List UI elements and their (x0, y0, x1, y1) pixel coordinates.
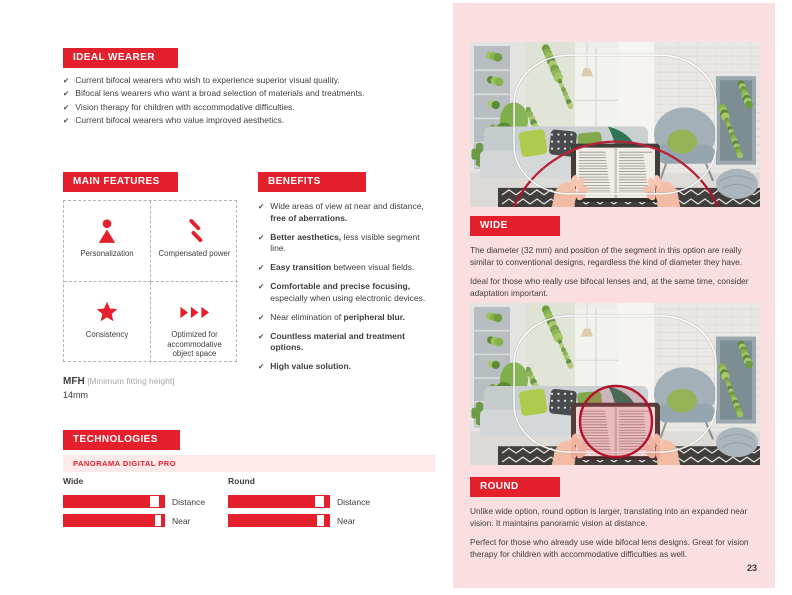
triple-arrow-icon (178, 294, 212, 330)
check-item-text: Countless material and treatment options. (270, 330, 405, 352)
ideal-wearer-header: IDEAL WEARER (63, 48, 178, 68)
mfh-label: MFH (63, 376, 85, 387)
bar-label: Near (172, 515, 191, 526)
wide-header: WIDE (470, 216, 560, 236)
right-page (453, 3, 775, 588)
check-item-text: Comfortable and precise focusing, especially when using electronic devices. (270, 281, 426, 303)
tech-group-round (228, 476, 393, 527)
paragraph: The diameter (32 mm) and position of the segment in this option are really similar to conventional designs, regardless the kind of diameter they have. (470, 245, 743, 268)
check-item-text: Vision therapy for children with accommodative difficulties. (75, 101, 295, 112)
feature-cell (151, 201, 238, 282)
tech-bar-row (228, 495, 393, 508)
check-item (63, 114, 443, 127)
feature-label: Consistency (85, 330, 129, 339)
check-icon: ✔ (63, 76, 70, 85)
check-item-text: Current bifocal wearers who wish to experience superior visual quality. (75, 75, 340, 85)
check-icon: ✔ (258, 282, 265, 291)
paragraph: Perfect for those who already use wide bifocal lens designs. Great for vision therapy for children with accommodative difficulties as well. (470, 536, 749, 560)
check-icon: ✔ (258, 232, 265, 242)
check-item-text: Better aesthetics, less visible segment line. (270, 231, 420, 253)
bar-label: Distance (172, 496, 206, 507)
feature-cell (64, 201, 151, 282)
round-lens-photo (470, 303, 760, 465)
feature-cell (64, 282, 151, 363)
feature-label: Compensated power (158, 249, 231, 258)
bar-label: Near (337, 515, 356, 526)
check-item-text: Bifocal lens wearers who want a broad selection of materials and treatments. (75, 88, 365, 99)
page-number: 23 (746, 563, 757, 573)
wide-text (470, 244, 765, 306)
check-item (258, 331, 426, 354)
mfh-note: [Minimum fitting height] (87, 376, 175, 386)
check-item (258, 361, 426, 373)
benefits-list (258, 201, 426, 380)
check-icon: ✔ (258, 202, 265, 211)
main-features-header: MAIN FEATURES (63, 172, 178, 192)
ideal-wearer-list (63, 74, 443, 128)
mfh-block (63, 376, 175, 400)
round-header: ROUND (470, 477, 560, 497)
bar-notch (150, 496, 159, 507)
wide-lens-photo (470, 42, 760, 207)
paragraph: Ideal for those who really use bifocal lenses and, at the same time, consider adaptation important. (470, 275, 749, 299)
tech-bar-row (63, 514, 228, 527)
check-item (258, 281, 426, 304)
person-icon (94, 213, 120, 249)
check-icon: ✔ (63, 102, 70, 112)
slashes-icon (182, 213, 208, 249)
check-icon: ✔ (63, 116, 70, 126)
tech-bar (228, 495, 330, 508)
mfh-value: 14mm (63, 390, 89, 400)
feature-label: Optimized for accommodative object space (167, 330, 222, 359)
check-item-text: Easy transition between visual fields. (270, 262, 415, 272)
tech-group-name: Wide (63, 476, 84, 486)
star-icon (95, 294, 119, 330)
main-features-grid (63, 200, 237, 362)
check-item (258, 262, 426, 274)
check-icon: ✔ (258, 331, 265, 341)
check-item (258, 201, 426, 224)
check-icon: ✔ (258, 263, 265, 272)
tech-bar (63, 495, 165, 508)
bar-label: Distance (337, 496, 371, 507)
check-item-text: Wide areas of view at near and distance, free of aberrations. (270, 201, 424, 223)
tech-bar-row (228, 514, 393, 527)
check-item-text: Near elimination of peripheral blur. (270, 311, 405, 322)
feature-label: Personalization (80, 249, 134, 258)
check-item-text: High value solution. (270, 361, 352, 371)
benefits-header: BENEFITS (258, 172, 366, 192)
tech-group-name: Round (228, 476, 255, 486)
product-banner: PANORAMA DIGITAL PRO (63, 455, 435, 472)
check-item (63, 87, 443, 100)
tech-bar-row (63, 495, 228, 508)
check-item (63, 101, 443, 114)
check-icon: ✔ (258, 362, 265, 371)
bar-notch (155, 515, 161, 526)
feature-cell (151, 282, 238, 363)
bar-notch (317, 515, 324, 526)
tech-bar (228, 514, 330, 527)
round-text (470, 505, 765, 567)
tech-bar (63, 514, 165, 527)
technologies-header: TECHNOLOGIES (63, 430, 180, 450)
paragraph: Unlike wide option, round option is larger, translating into an expanded near vision. It maintains panoramic vision at distance. (470, 506, 748, 529)
check-icon: ✔ (258, 312, 265, 322)
check-icon: ✔ (63, 89, 70, 99)
check-item (258, 232, 426, 255)
tech-group-wide (63, 476, 228, 527)
check-item (63, 74, 443, 87)
check-item-text: Current bifocal wearers who value improved aesthetics. (75, 115, 285, 126)
bar-notch (315, 496, 324, 507)
check-item (258, 312, 426, 324)
